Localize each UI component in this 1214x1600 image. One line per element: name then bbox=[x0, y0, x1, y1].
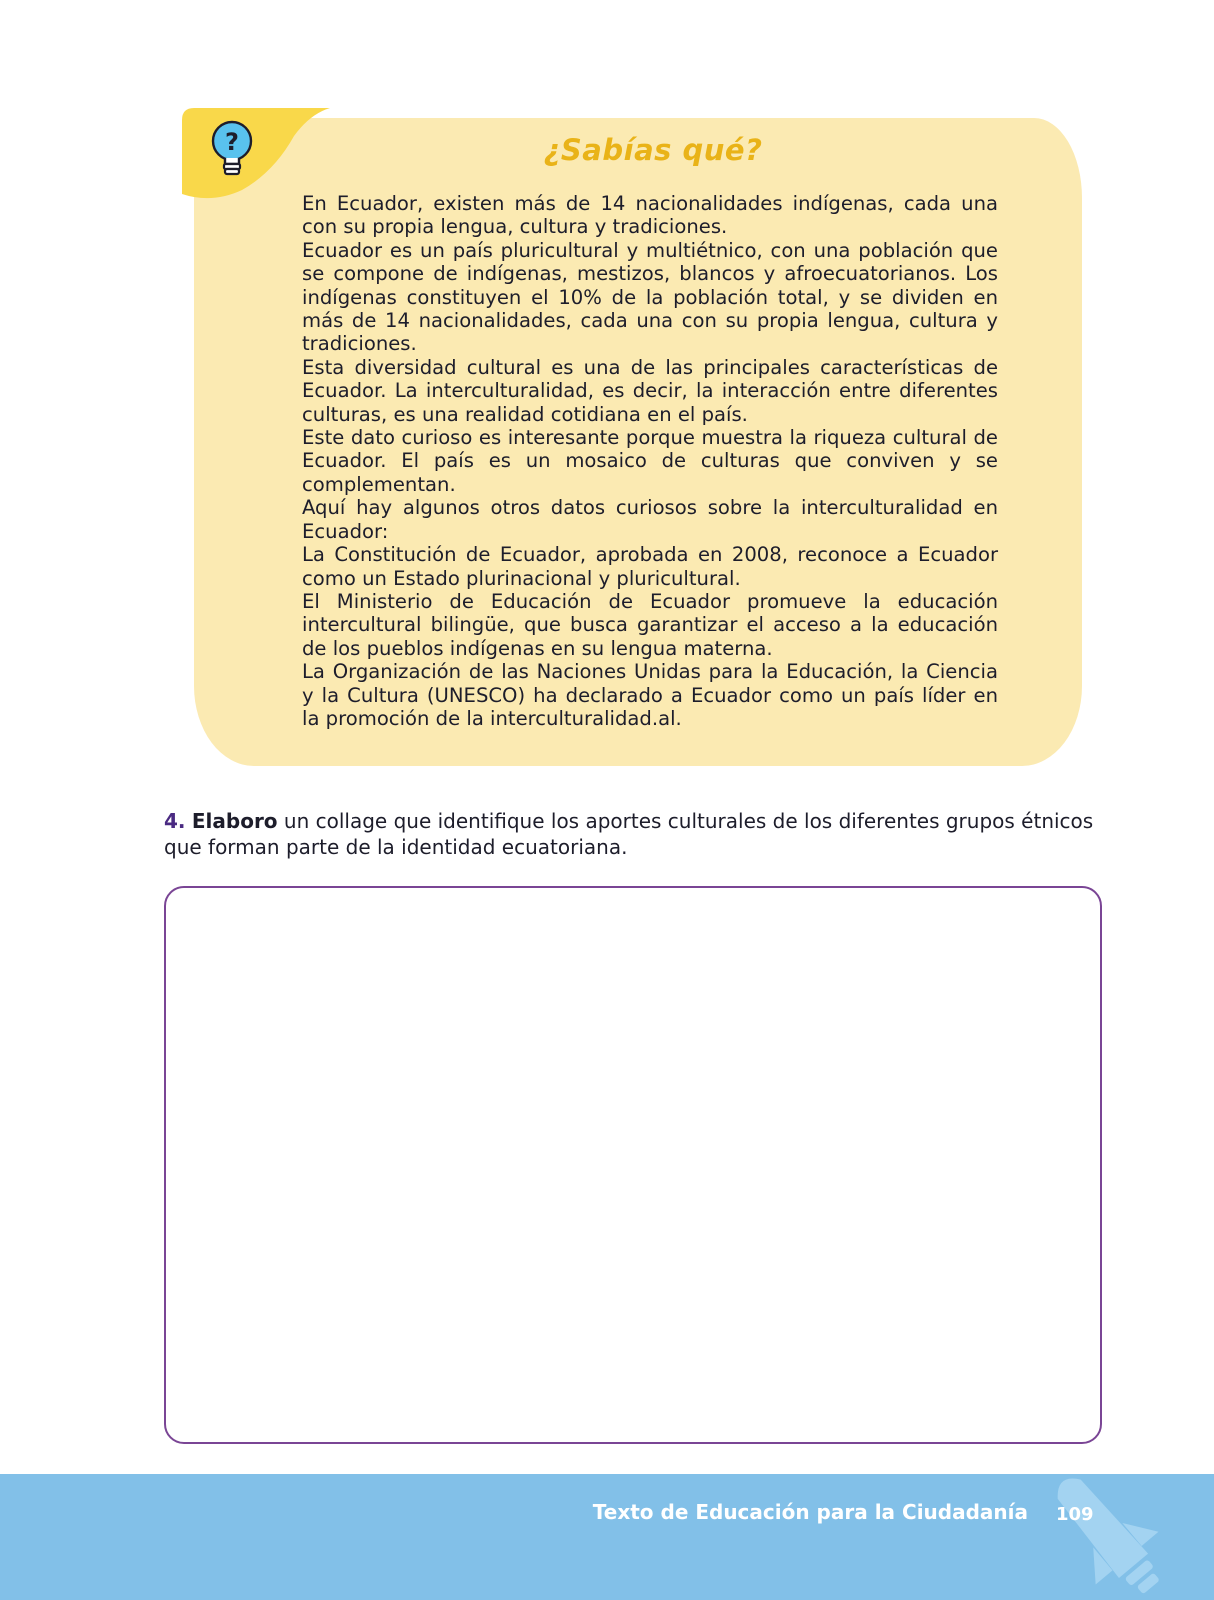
collage-answer-area[interactable] bbox=[164, 886, 1102, 1444]
page-number: 109 bbox=[1056, 1504, 1094, 1525]
callout-paragraph: El Ministerio de Educación de Ecuador promueve la educación intercultural bilingüe, que busca garantizar el acceso a la educación de los pueblos indígenas en su lengua materna. bbox=[302, 589, 998, 660]
page-footer bbox=[0, 1474, 1214, 1600]
activity-text: un collage que identifique los aportes culturales de los diferentes grupos étnicos que forman parte de la identidad ecuatoriana. bbox=[164, 809, 1094, 859]
question-lightbulb-icon bbox=[208, 120, 256, 178]
callout-paragraph: La Organización de las Naciones Unidas para la Educación, la Ciencia y la Cultura (UNESCO) ha declarado a Ecuador como un país líder en la promoción de la interculturalidad.al. bbox=[302, 660, 998, 730]
callout-title: ¿Sabías qué? bbox=[543, 133, 763, 167]
activity-verb: Elaboro bbox=[191, 809, 278, 833]
footer-book-title: Texto de Educación para la Ciudadanía bbox=[592, 1500, 1028, 1524]
callout-paragraph: Esta diversidad cultural es una de las principales características de Ecuador. La interculturalidad, es decir, la interacción entre diferentes culturas, es una realidad cotidiana en el país. bbox=[302, 355, 998, 426]
activity-instruction bbox=[164, 808, 1104, 860]
callout-paragraph: En Ecuador, existen más de 14 nacionalidades indígenas, cada una con su propia lengua, cultura y tradiciones. bbox=[302, 192, 998, 239]
callout-paragraph: Aquí hay algunos otros datos curiosos sobre la interculturalidad en Ecuador: bbox=[302, 496, 998, 543]
callout-paragraph: Ecuador es un país pluricultural y multiétnico, con una población que se compone de indígenas, mestizos, blancos y afroecuatorianos. Los indígenas constituyen el 10% de la población total, y se dividen en más de 14 nacionalidades, cada una con su propia lengua, cultura y tradiciones. bbox=[302, 238, 998, 356]
rocket-icon bbox=[1026, 1474, 1196, 1600]
callout-badge bbox=[182, 108, 342, 204]
callout-body bbox=[302, 192, 998, 730]
svg-text:?: ? bbox=[225, 128, 239, 156]
activity-number: 4. bbox=[164, 809, 186, 833]
callout-paragraph: Este dato curioso es interesante porque muestra la riqueza cultural de Ecuador. El país es un mosaico de culturas que conviven y se complementan. bbox=[302, 426, 998, 496]
callout-paragraph: La Constitución de Ecuador, aprobada en 2008, reconoce a Ecuador como un Estado plurinacional y pluricultural. bbox=[302, 543, 998, 590]
